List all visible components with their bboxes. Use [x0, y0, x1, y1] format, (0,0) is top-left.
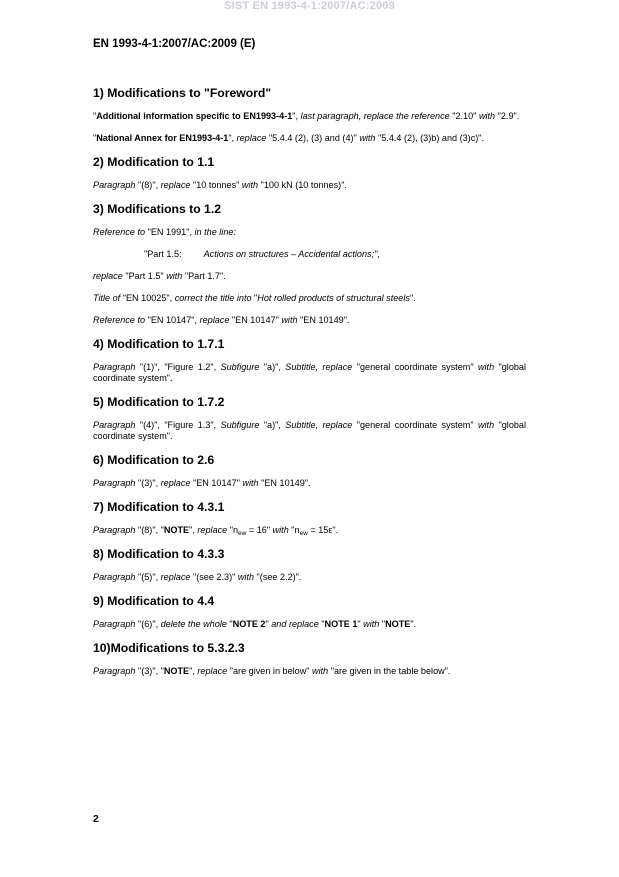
section-6-paragraph-1: Paragraph "(3)", replace "EN 10147" with "EN 10149". [93, 478, 311, 488]
watermark: SIST EN 1993-4-1:2007/AC:2009 [224, 0, 395, 12]
section-heading-10: 10)Modifications to 5.3.2.3 [93, 641, 245, 655]
section-heading-2: 2) Modification to 1.1 [93, 155, 215, 169]
section-7-paragraph-1: Paragraph "(8)", "NOTE", replace "$n_{ew} = 16$" with "$n_{ew} = 15\varepsilon$". [93, 525, 339, 537]
section-8-paragraph-1: Paragraph "(5)", replace "(see 2.3)" with "(see 2.2)". [93, 572, 302, 582]
section-3-paragraph-2: "Part 1.5: Actions on structures – Accidental actions;", [144, 249, 380, 259]
section-10-paragraph-1: Paragraph "(3)", "NOTE", replace "are given in below" with "are given in the table below". [93, 666, 451, 676]
section-heading-6: 6) Modification to 2.6 [93, 453, 215, 467]
section-5-paragraph-1: Paragraph "(4)", "Figure 1.3", Subfigure "a)", Subtitle, replace "general coordinate system" with "global coordinate system". [93, 420, 527, 441]
section-heading-7: 7) Modification to 4.3.1 [93, 500, 225, 514]
section-2-paragraph-1: Paragraph "(8)", replace "10 tonnes" with "100 kN (10 tonnes)". [93, 180, 347, 190]
section-heading-8: 8) Modification to 4.3.3 [93, 547, 225, 561]
section-4-paragraph-1: Paragraph "(1)", "Figure 1.2", Subfigure "a)", Subtitle, replace "general coordinate system" with "global coordinate system". [93, 362, 527, 383]
section-1-paragraph-2: "National Annex for EN1993-4-1", replace "5.4.4 (2), (3) and (4)" with "5.4.4 (2), (3)b) and (3)c)". [93, 133, 485, 143]
section-3-paragraph-4: Title of "EN 10025", correct the title into "Hot rolled products of structural steels". [93, 293, 416, 303]
section-heading-9: 9) Modification to 4.4 [93, 594, 215, 608]
section-heading-1: 1) Modifications to "Foreword" [93, 86, 272, 100]
section-3-paragraph-1: Reference to "EN 1991", in the line: [93, 227, 236, 237]
page-number: 2 [93, 813, 99, 825]
section-heading-4: 4) Modification to 1.7.1 [93, 337, 225, 351]
section-9-paragraph-1: Paragraph "(6)", delete the whole "NOTE 2" and replace "NOTE 1" with "NOTE". [93, 619, 417, 629]
document-body [93, 86, 526, 688]
section-3-paragraph-3: replace "Part 1.5" with "Part 1.7". [93, 271, 226, 281]
document-id: EN 1993-4-1:2007/AC:2009 (E) [93, 38, 256, 50]
section-heading-3: 3) Modifications to 1.2 [93, 202, 221, 216]
section-heading-5: 5) Modification to 1.7.2 [93, 395, 225, 409]
section-3-paragraph-5: Reference to "EN 10147", replace "EN 10147" with "EN 10149". [93, 315, 350, 325]
section-1-paragraph-1: "Additional information specific to EN1993-4-1", last paragraph, replace the reference "2.10" with "2.9". [93, 111, 520, 121]
